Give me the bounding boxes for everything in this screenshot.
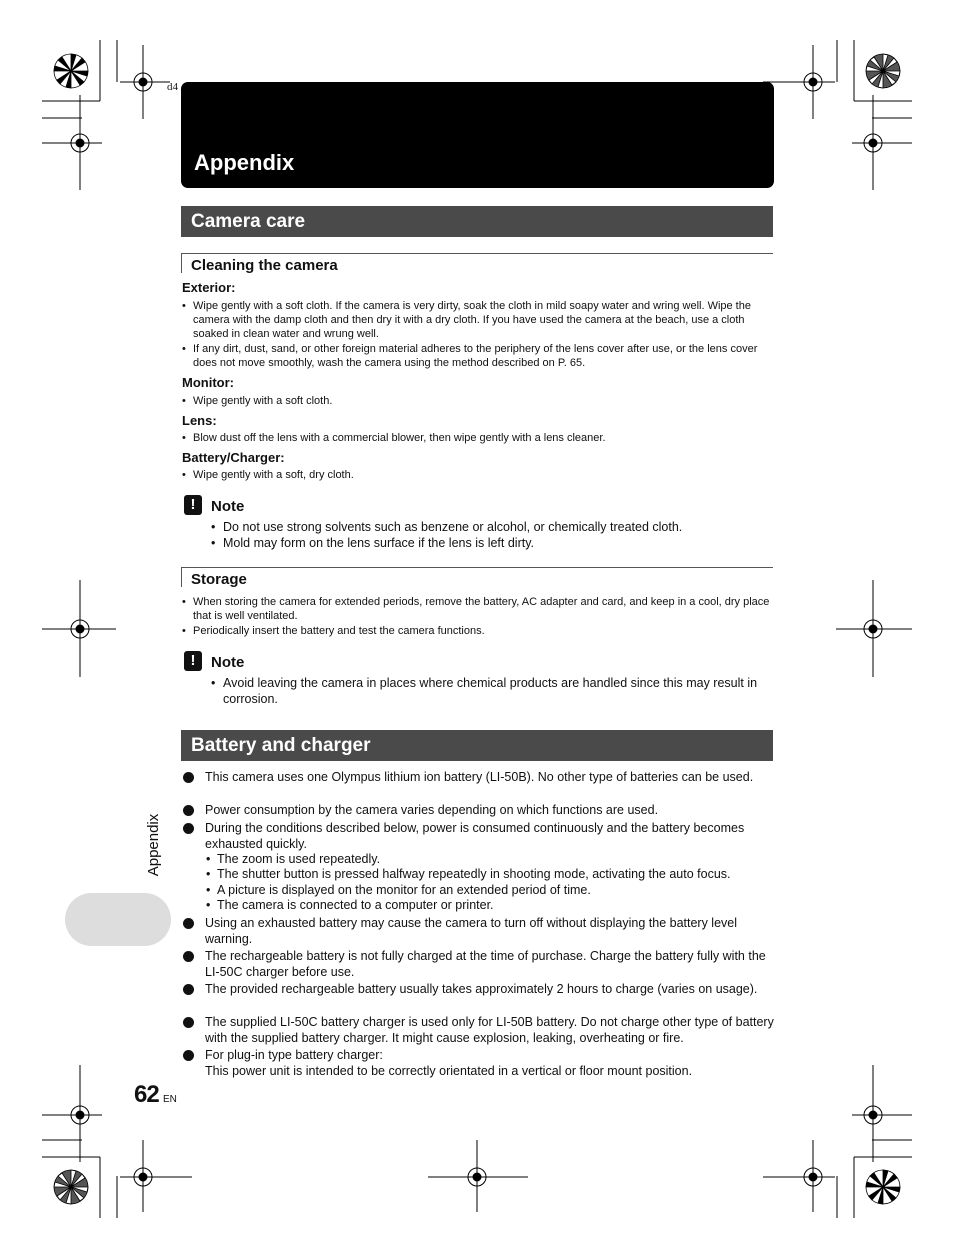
list-item: • When storing the camera for extended periods, remove the battery, AC adapter and card, and keep in a cool, dry place that is well ventilated.	[182, 596, 770, 622]
list-item: • Wipe gently with a soft, dry cloth.	[182, 469, 354, 481]
bullet-disc-icon	[183, 951, 194, 962]
page-number: 62	[134, 1081, 159, 1108]
list-item: • Do not use strong solvents such as benzene or alcohol, or chemically treated cloth.	[211, 520, 683, 534]
section-battery-charger: Battery and charger	[181, 730, 773, 761]
list-item: • Avoid leaving the camera in places where chemical products are handled since this may result in corrosion.	[211, 676, 758, 706]
chapter-tab	[65, 893, 171, 946]
section-camera-care: Camera care	[181, 206, 773, 237]
list-item: During the conditions described below, power is consumed continuously and the battery becomes exhausted quickly.	[183, 821, 775, 852]
note-title: Note	[211, 654, 245, 671]
document-code: d4	[167, 81, 178, 93]
list-item: • Mold may form on the lens surface if the lens is left dirty.	[211, 536, 535, 550]
list-item: The rechargeable battery is not fully charged at the time of purchase. Charge the battery fully with the LI-50C charger before use.	[183, 949, 775, 980]
exclamation-icon: !	[184, 651, 202, 671]
bullet-disc-icon	[183, 1017, 194, 1028]
bullet-disc-icon	[183, 984, 194, 995]
sidebar-chapter-label: Appendix	[145, 813, 162, 877]
list-item: The provided rechargeable battery usually takes approximately 2 hours to charge (varies on usage).	[183, 982, 775, 998]
subheading-cleaning: Cleaning the camera	[181, 253, 773, 273]
list-item: For plug-in type battery charger: This power unit is intended to be correctly orientated in a vertical or floor mount position.	[183, 1048, 775, 1079]
bullet-disc-icon	[183, 772, 194, 783]
list-item: This camera uses one Olympus lithium ion battery (LI-50B). No other type of batteries can be used.	[183, 770, 775, 786]
page-language: EN	[163, 1094, 177, 1105]
bullet-disc-icon	[183, 918, 194, 929]
label-lens: Lens:	[182, 413, 217, 428]
bullet-disc-icon	[183, 823, 194, 834]
label-monitor: Monitor:	[182, 375, 234, 390]
exclamation-icon: !	[184, 495, 202, 515]
list-item: • Blow dust off the lens with a commercial blower, then wipe gently with a lens cleaner.	[182, 432, 606, 444]
bullet-disc-icon	[183, 805, 194, 816]
list-item: • Periodically insert the battery and test the camera functions.	[182, 625, 485, 637]
list-item: • Wipe gently with a soft cloth.	[182, 395, 333, 407]
list-item: • Wipe gently with a soft cloth. If the camera is very dirty, soak the cloth in mild soapy water and wring well. Wipe the camera with the damp cloth and then dry it with a dry cloth. If you have used the camera at the beach, use a cloth soaked in clean water and wrung well.	[182, 300, 751, 340]
list-item: • A picture is displayed on the monitor for an extended period of time.	[206, 883, 591, 897]
label-exterior: Exterior:	[182, 280, 236, 295]
list-item: Power consumption by the camera varies depending on which functions are used.	[183, 803, 775, 819]
note-title: Note	[211, 498, 245, 515]
list-item: • If any dirt, dust, sand, or other foreign material adheres to the periphery of the lens cover after use, or the lens cover does not move smoothly, wash the camera using the method described on P. 65.	[182, 343, 758, 369]
chapter-title: Appendix	[194, 150, 295, 175]
label-battery-charger: Battery/Charger:	[182, 450, 285, 465]
list-item: • The zoom is used repeatedly.	[206, 852, 381, 866]
list-item: Using an exhausted battery may cause the camera to turn off without displaying the battery level warning.	[183, 916, 775, 947]
list-item: • The camera is connected to a computer or printer.	[206, 898, 494, 912]
subheading-storage: Storage	[181, 567, 773, 587]
list-item: The supplied LI-50C battery charger is used only for LI-50B battery. Do not charge other type of battery with the supplied battery charger. It might cause explosion, leaking, overheating or fire.	[183, 1015, 775, 1046]
bullet-disc-icon	[183, 1050, 194, 1061]
list-item: • The shutter button is pressed halfway repeatedly in shooting mode, activating the auto focus.	[206, 867, 731, 881]
